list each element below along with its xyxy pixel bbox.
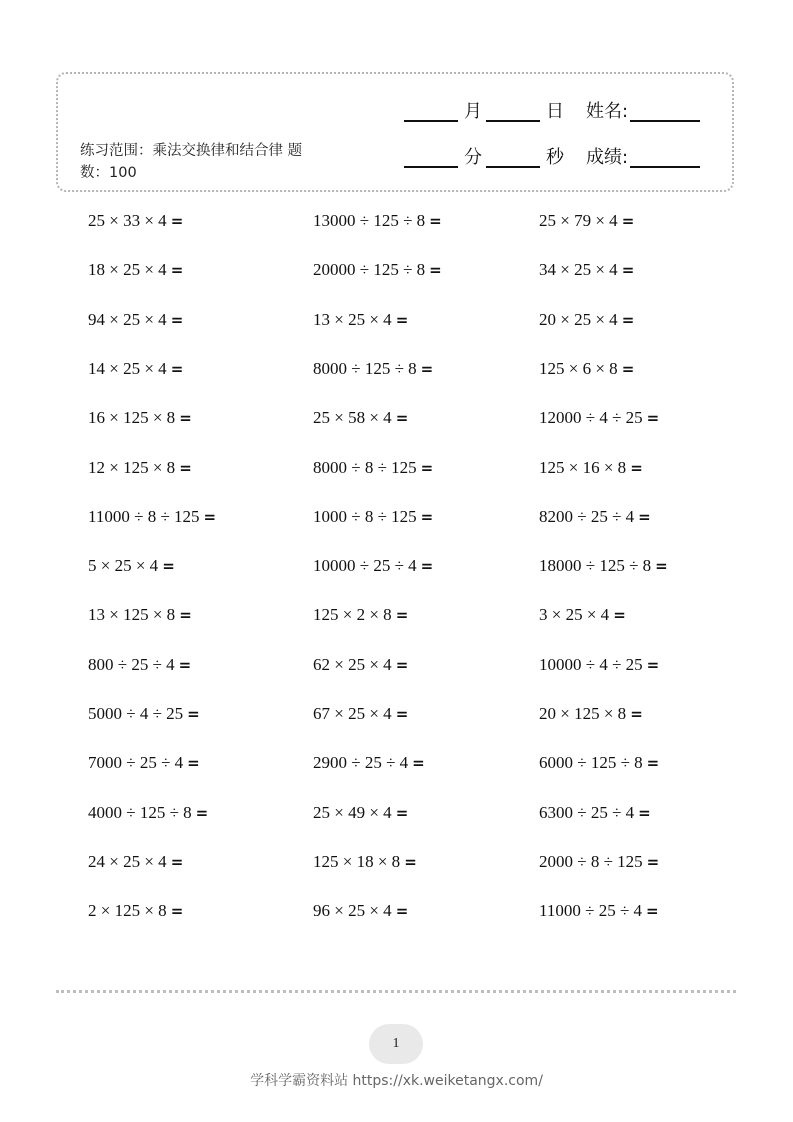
equals-sign: =: [621, 310, 635, 329]
equals-sign: =: [613, 606, 626, 625]
problem-item: [88, 605, 192, 625]
equals-sign: =: [646, 409, 660, 428]
equals-sign: =: [187, 754, 200, 773]
problem-item: [539, 310, 634, 330]
name-label: 姓名:: [586, 101, 629, 122]
second-label: 秒: [546, 147, 564, 168]
problem-expression: 96 × 25 × 4: [313, 901, 392, 921]
page-number: 1: [369, 1024, 423, 1064]
equals-sign: =: [655, 557, 668, 576]
problem-expression: 16 × 125 × 8: [88, 408, 176, 428]
month-label: 月: [464, 101, 482, 122]
equals-sign: =: [395, 409, 409, 428]
problem-item: [539, 605, 626, 625]
equals-sign: =: [621, 212, 635, 230]
problem-item: [539, 211, 634, 231]
problem-expression: 25 × 49 × 4: [313, 802, 392, 822]
problem-expression: 34 × 25 × 4: [539, 260, 618, 280]
equals-sign: =: [412, 754, 425, 773]
equals-sign: =: [179, 458, 192, 477]
problem-expression: 6300 ÷ 25 ÷ 4: [539, 802, 635, 822]
problem-expression: 6000 ÷ 125 ÷ 8: [539, 753, 643, 773]
problem-item: [88, 753, 200, 773]
problem-item: [539, 458, 643, 478]
equals-sign: =: [178, 655, 192, 674]
equals-sign: =: [646, 754, 660, 773]
problem-item: [539, 901, 659, 921]
minute-label: 分: [464, 147, 482, 168]
problem-item: [313, 260, 442, 280]
problem-item: [313, 211, 442, 231]
problem-expression: 13000 ÷ 125 ÷ 8: [313, 211, 426, 230]
problem-expression: 12 × 125 × 8: [88, 457, 176, 477]
problem-item: [539, 753, 659, 773]
problem-item: [539, 852, 659, 872]
equals-sign: =: [395, 803, 409, 822]
problem-item: [313, 655, 408, 675]
problem-item: [313, 901, 408, 921]
equals-sign: =: [170, 310, 184, 329]
problem-expression: 8000 ÷ 8 ÷ 125: [313, 457, 417, 477]
equals-sign: =: [395, 705, 409, 723]
problem-expression: 24 × 25 × 4: [88, 851, 167, 871]
problem-expression: 25 × 79 × 4: [539, 211, 618, 230]
equals-sign: =: [630, 458, 643, 477]
problem-item: [539, 655, 659, 675]
problem-item: [313, 359, 433, 379]
problem-expression: 18 × 25 × 4: [88, 260, 167, 280]
problem-item: [88, 260, 183, 280]
problem-item: [313, 458, 433, 478]
problem-item: [88, 310, 183, 330]
problem-item: [313, 704, 408, 724]
day-label: 日: [546, 101, 564, 122]
problem-item: [88, 852, 183, 872]
equals-sign: =: [429, 212, 442, 230]
problem-item: [539, 556, 668, 576]
problem-item: [313, 803, 408, 823]
problem-item: [539, 704, 643, 724]
problem-expression: 20 × 25 × 4: [539, 309, 618, 329]
problem-expression: 2 × 125 × 8: [88, 901, 167, 921]
problem-item: [88, 507, 216, 527]
equals-sign: =: [646, 852, 660, 871]
problem-item: [539, 803, 651, 823]
problem-expression: 11000 ÷ 8 ÷ 125: [88, 506, 200, 526]
equals-sign: =: [395, 902, 409, 921]
problem-item: [88, 458, 192, 478]
equals-sign: =: [630, 705, 643, 723]
equals-sign: =: [170, 212, 184, 230]
equals-sign: =: [170, 261, 184, 280]
site-credit: 学科学霸资料站 https://xk.weiketangx.com/: [250, 1073, 543, 1089]
problem-item: [313, 408, 408, 428]
problem-expression: 8200 ÷ 25 ÷ 4: [539, 506, 635, 526]
problem-item: [313, 310, 408, 330]
problem-item: [313, 753, 425, 773]
practice-range-text: 练习范围：乘法交换律和结合律 题数：100: [80, 143, 303, 181]
equals-sign: =: [621, 359, 635, 378]
problem-expression: 800 ÷ 25 ÷ 4: [88, 654, 175, 674]
equals-sign: =: [203, 507, 217, 526]
problem-item: [88, 359, 183, 379]
equals-sign: =: [170, 359, 184, 378]
equals-sign: =: [420, 507, 434, 526]
footer-divider: [56, 990, 736, 993]
equals-sign: =: [195, 803, 209, 822]
problem-expression: 20000 ÷ 125 ÷ 8: [313, 260, 426, 280]
problem-expression: 2900 ÷ 25 ÷ 4: [313, 753, 409, 773]
problem-expression: 5 × 25 × 4: [88, 556, 159, 576]
problem-expression: 5000 ÷ 4 ÷ 25: [88, 704, 184, 723]
equals-sign: =: [187, 705, 200, 723]
equals-sign: =: [638, 507, 651, 526]
problem-expression: 11000 ÷ 25 ÷ 4: [539, 901, 643, 921]
problem-item: [88, 901, 183, 921]
problem-expression: 10000 ÷ 4 ÷ 25: [539, 654, 643, 674]
problem-item: [313, 605, 408, 625]
problem-expression: 62 × 25 × 4: [313, 654, 392, 674]
problem-item: [88, 803, 208, 823]
problem-expression: 14 × 25 × 4: [88, 358, 167, 378]
problem-expression: 125 × 16 × 8: [539, 457, 627, 477]
equals-sign: =: [395, 310, 409, 329]
equals-sign: =: [170, 902, 184, 921]
equals-sign: =: [429, 261, 442, 280]
problem-item: [88, 556, 175, 576]
problem-expression: 2000 ÷ 8 ÷ 125: [539, 851, 643, 871]
equals-sign: =: [395, 655, 409, 674]
problem-expression: 4000 ÷ 125 ÷ 8: [88, 802, 192, 822]
problem-expression: 67 × 25 × 4: [313, 704, 392, 723]
problem-expression: 7000 ÷ 25 ÷ 4: [88, 753, 184, 773]
problem-item: [313, 507, 433, 527]
equals-sign: =: [179, 606, 192, 625]
equals-sign: =: [420, 359, 434, 378]
equals-sign: =: [646, 902, 659, 921]
problem-expression: 12000 ÷ 4 ÷ 25: [539, 408, 643, 428]
problem-expression: 13 × 125 × 8: [88, 605, 176, 625]
equals-sign: =: [162, 557, 175, 576]
equals-sign: =: [621, 261, 635, 280]
problem-expression: 25 × 58 × 4: [313, 408, 392, 428]
problem-expression: 8000 ÷ 125 ÷ 8: [313, 358, 417, 378]
equals-sign: =: [170, 852, 184, 871]
problem-item: [88, 211, 183, 231]
equals-sign: =: [646, 655, 660, 674]
equals-sign: =: [395, 606, 409, 625]
equals-sign: =: [404, 852, 417, 871]
equals-sign: =: [420, 557, 434, 576]
problem-item: [539, 359, 634, 379]
equals-sign: =: [420, 458, 434, 477]
problem-expression: 1000 ÷ 8 ÷ 125: [313, 506, 417, 526]
problem-expression: 125 × 6 × 8: [539, 358, 618, 378]
problem-expression: 3 × 25 × 4: [539, 605, 610, 625]
problem-expression: 20 × 125 × 8: [539, 704, 627, 723]
problem-item: [313, 852, 417, 872]
problem-expression: 125 × 18 × 8: [313, 851, 401, 871]
problem-item: [539, 260, 634, 280]
problem-item: [88, 704, 200, 724]
score-label: 成绩:: [586, 147, 629, 168]
problem-expression: 13 × 25 × 4: [313, 309, 392, 329]
problem-item: [539, 507, 651, 527]
problem-item: [313, 556, 433, 576]
problem-expression: 94 × 25 × 4: [88, 309, 167, 329]
equals-sign: =: [179, 409, 192, 428]
problem-item: [539, 408, 659, 428]
problem-item: [88, 408, 192, 428]
problem-expression: 25 × 33 × 4: [88, 211, 167, 230]
equals-sign: =: [638, 803, 651, 822]
problem-expression: 125 × 2 × 8: [313, 605, 392, 625]
problem-expression: 10000 ÷ 25 ÷ 4: [313, 556, 417, 576]
problem-expression: 18000 ÷ 125 ÷ 8: [539, 556, 652, 576]
problem-item: [88, 655, 191, 675]
